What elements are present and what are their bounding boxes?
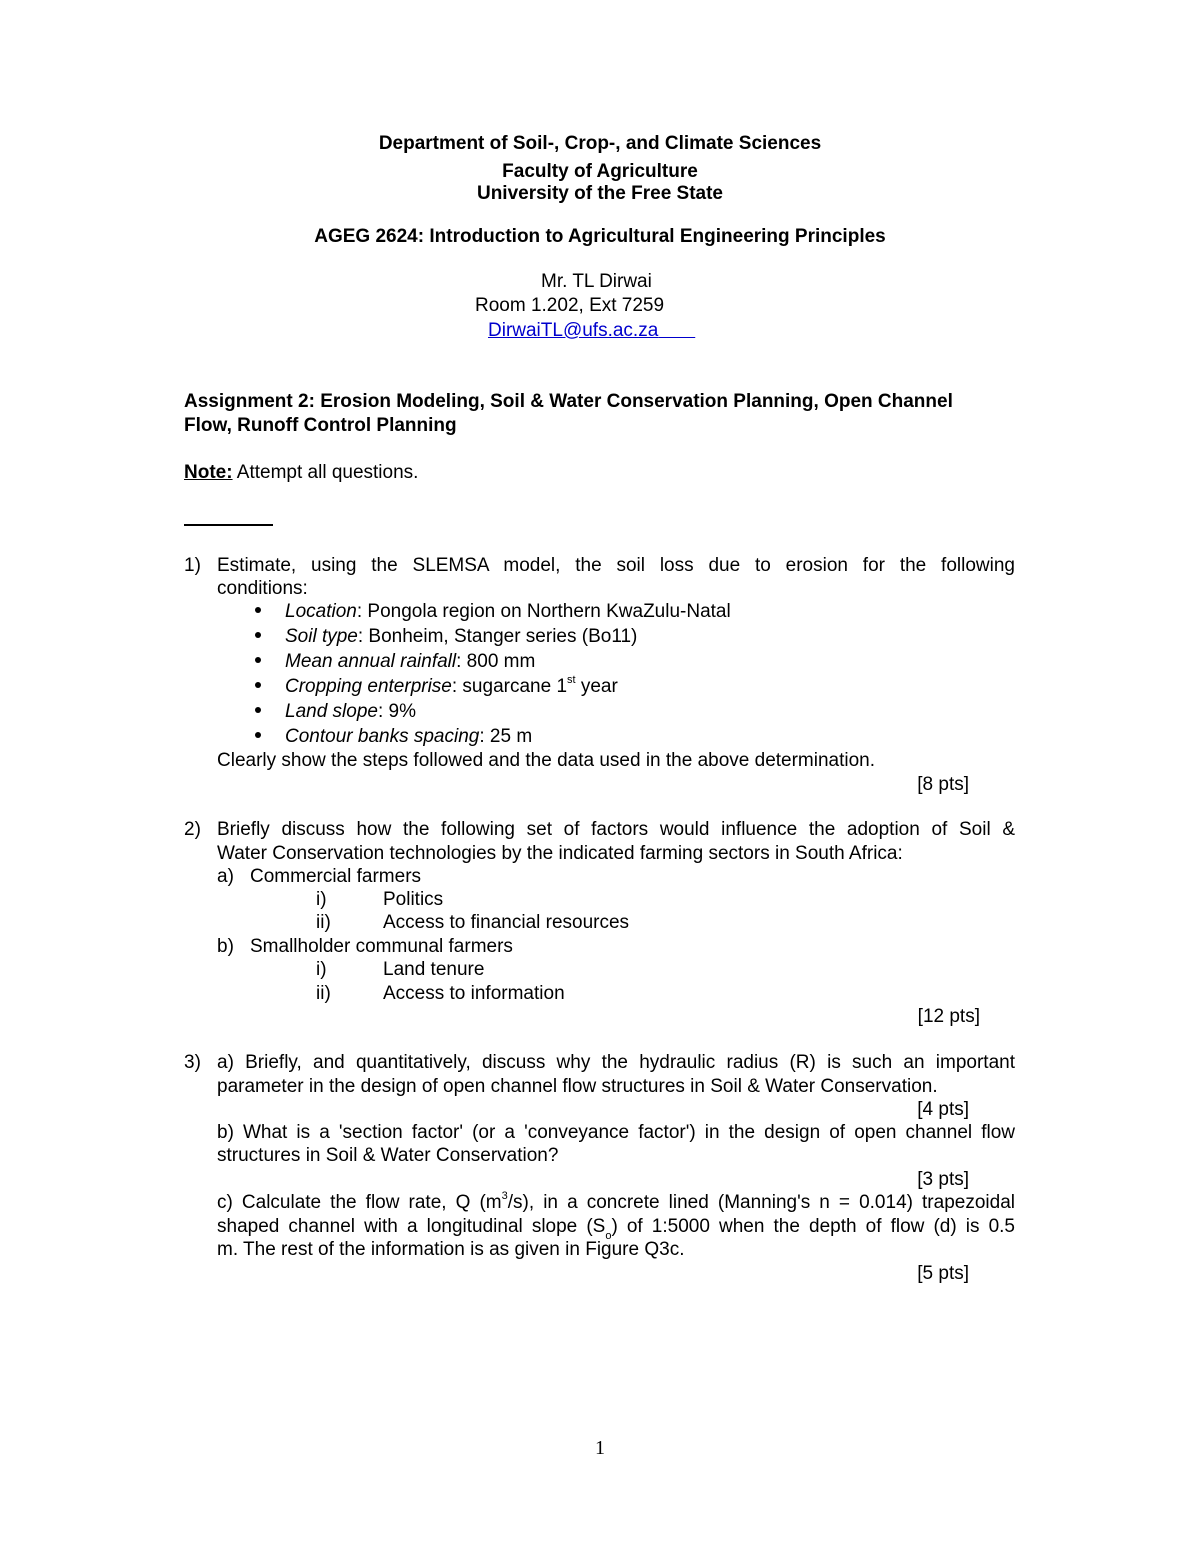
q3-a-points: [4 pts] xyxy=(917,1099,969,1120)
assignment-title-line1: Assignment 2: Erosion Modeling, Soil & Water Conservation Planning, Open Channel xyxy=(184,391,953,412)
bullet-icon xyxy=(255,732,261,738)
q2-a-i-num: i) xyxy=(316,889,327,910)
q2-b-ii-text: Access to information xyxy=(383,983,565,1004)
q1-points: [8 pts] xyxy=(917,774,969,795)
q2-b-ii-num: ii) xyxy=(316,983,331,1004)
q1-line2: conditions: xyxy=(217,578,308,599)
q2-b-label: b) xyxy=(217,936,234,957)
q1-item-contour: Contour banks spacing: 25 m xyxy=(285,726,533,747)
q2-line1: Briefly discuss how the following set of factors would influence the adoption of Soil & xyxy=(217,819,1015,840)
q1-item-slope: Land slope: 9% xyxy=(285,701,416,722)
q2-line2: Water Conservation technologies by the indicated farming sectors in South Africa: xyxy=(217,843,903,864)
email-link-wrapper[interactable] xyxy=(488,319,705,342)
q2-b-i-num: i) xyxy=(316,959,327,980)
bullet-icon xyxy=(255,707,261,713)
email-link[interactable]: DirwaiTL@ufs.ac.za xyxy=(488,320,659,341)
lecturer-room: Room 1.202, Ext 7259 xyxy=(475,295,665,316)
department-name: Department of Soil-, Crop-, and Climate Sciences xyxy=(378,133,822,154)
course-title: AGEG 2624: Introduction to Agricultural Engineering Principles xyxy=(314,226,886,247)
university-name: University of the Free State xyxy=(476,183,724,204)
assignment-title-line2: Flow, Runoff Control Planning xyxy=(184,415,457,436)
q1-item-location: Location: Pongola region on Northern KwaZulu-Natal xyxy=(285,601,731,622)
note-label: Note: xyxy=(184,462,233,483)
q2-a-ii-num: ii) xyxy=(316,912,331,933)
q3-c-line2: shaped channel with a longitudinal slope $(S_o)$ of 1:5000 when the depth of flow (d) is 0.5 xyxy=(217,1216,1015,1242)
q3-a-line1: a) Briefly, and quantitatively, discuss why the hydraulic radius (R) is such an important xyxy=(217,1052,1015,1073)
q2-points: [12 pts] xyxy=(917,1006,980,1027)
q2-a-text: Commercial farmers xyxy=(250,866,422,887)
note-text: Attempt all questions. xyxy=(232,462,419,483)
q3-number: 3) xyxy=(184,1052,201,1073)
email-link-trail xyxy=(658,320,695,341)
faculty-name: Faculty of Agriculture xyxy=(502,161,698,182)
note xyxy=(184,461,418,484)
q3-c-line1: c) Calculate the flow rate, Q $(m^3/s)$, in a concrete lined (Manning's n = 0.014) trapezoidal xyxy=(217,1189,1015,1213)
q3-c-line3: m. The rest of the information is as given in Figure Q3c. xyxy=(217,1239,685,1260)
q2-a-ii-text: Access to financial resources xyxy=(383,912,630,933)
q1-item-soil-type: Soil type: Bonheim, Stanger series (Bo11) xyxy=(285,626,638,647)
q1-item-cropping: Cropping enterprise: sugarcane 1st year xyxy=(285,673,618,697)
q1-line1: Estimate, using the SLEMSA model, the soil loss due to erosion for the following xyxy=(217,555,1015,576)
bullet-icon xyxy=(255,632,261,638)
bullet-icon xyxy=(255,657,261,663)
q2-a-i-text: Politics xyxy=(383,889,444,910)
lecturer-name: Mr. TL Dirwai xyxy=(541,271,652,292)
q3-b-points: [3 pts] xyxy=(917,1169,969,1190)
q1-item-rainfall: Mean annual rainfall: 800 mm xyxy=(285,651,536,672)
q1-closing: Clearly show the steps followed and the data used in the above determination. xyxy=(217,750,876,771)
bullet-icon xyxy=(255,607,261,613)
q3-b-line1: b) What is a 'section factor' (or a 'conveyance factor') in the design of open channel flow xyxy=(217,1122,1015,1143)
q2-b-text: Smallholder communal farmers xyxy=(250,936,513,957)
q2-number: 2) xyxy=(184,819,201,840)
q3-b-line2: structures in Soil & Water Conservation? xyxy=(217,1145,559,1166)
section-divider xyxy=(184,524,273,526)
q3-a-line2: parameter in the design of open channel flow structures in Soil & Water Conservation. xyxy=(217,1076,938,1097)
q2-a-label: a) xyxy=(217,866,234,887)
page-number: 1 xyxy=(595,1437,605,1459)
bullet-icon xyxy=(255,682,261,688)
q1-number: 1) xyxy=(184,555,201,576)
q3-c-points: [5 pts] xyxy=(917,1263,969,1284)
q2-b-i-text: Land tenure xyxy=(383,959,485,980)
